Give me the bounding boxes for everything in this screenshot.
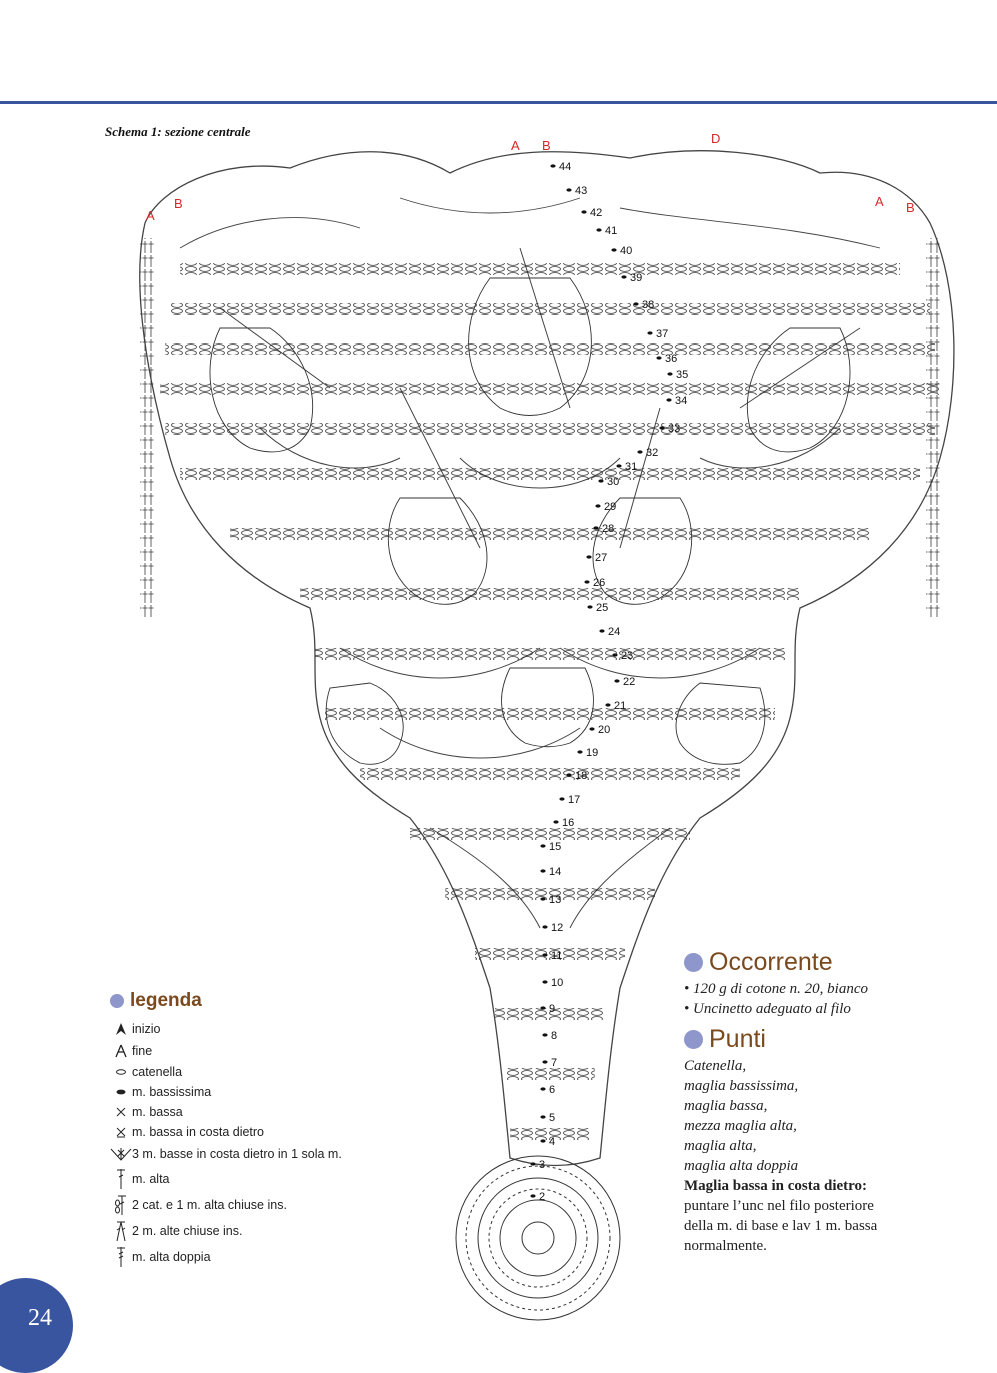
row-number-label: 8 <box>551 1030 558 1042</box>
slip-stitch-marker <box>540 1115 545 1118</box>
row-number-label: 35 <box>676 369 689 381</box>
slip-stitch-marker <box>542 953 547 956</box>
row-number-label: 19 <box>586 747 599 759</box>
slip-stitch-marker <box>559 797 564 800</box>
slip-stitch-marker <box>540 844 545 847</box>
row-numbers <box>530 161 688 1203</box>
punti-heading: Punti <box>684 1025 984 1054</box>
legend-item-m-bassa-costa-dietro: m. bassa in costa dietro <box>110 1122 440 1142</box>
label-b-center <box>542 138 551 153</box>
row-number-label: 39 <box>630 272 643 284</box>
slip-stitch-marker <box>540 1006 545 1009</box>
chain-stitch-icon <box>110 1068 132 1076</box>
slip-stitch-marker <box>550 164 555 167</box>
slip-stitch-marker <box>566 773 571 776</box>
slip-stitch-marker <box>542 1060 547 1063</box>
row-number-label: 27 <box>595 552 608 564</box>
row-number-label: 23 <box>621 650 634 662</box>
row-number-label: 40 <box>620 245 633 257</box>
label-a-left <box>146 208 155 223</box>
row-number-label: 36 <box>665 353 678 365</box>
slip-stitch-marker <box>542 925 547 928</box>
center-rosette <box>456 1156 620 1320</box>
slip-stitch-marker <box>540 1087 545 1090</box>
row-number-label: 12 <box>551 922 564 934</box>
slip-stitch-marker <box>586 555 591 558</box>
label-b-right <box>906 200 915 215</box>
row-number-label: 15 <box>549 841 562 853</box>
slip-stitch-marker <box>553 820 558 823</box>
row-number-label: 25 <box>596 602 609 614</box>
slip-stitch-marker <box>530 1194 535 1197</box>
slip-stitch-marker <box>637 450 642 453</box>
slip-stitch-marker <box>633 302 638 305</box>
row-number-label: 11 <box>551 950 563 962</box>
row-number-label: 4 <box>549 1136 556 1148</box>
slip-stitch-marker <box>659 426 664 429</box>
slip-stitch-marker <box>595 504 600 507</box>
row-number-label: 38 <box>642 299 655 311</box>
punti-description-line: puntare l’unc nel filo posteriore <box>684 1198 874 1214</box>
slip-stitch-marker <box>599 629 604 632</box>
svg-text:B: B <box>542 138 551 153</box>
punti-line: maglia alta doppia <box>684 1158 799 1174</box>
punti-line: maglia bassa, <box>684 1098 768 1114</box>
row-number-label: 20 <box>598 724 611 736</box>
treble-crochet-icon <box>110 1246 132 1268</box>
slip-stitch-marker <box>577 750 582 753</box>
row-number-label: 37 <box>656 328 669 340</box>
slip-stitch-icon <box>110 1088 132 1096</box>
label-d-top <box>711 131 720 146</box>
row-number-label: 3 <box>539 1159 546 1171</box>
slip-stitch-marker <box>605 703 610 706</box>
occorrente-list <box>684 979 984 1019</box>
row-number-label: 41 <box>605 225 618 237</box>
slip-stitch-marker <box>612 653 617 656</box>
punti-line: maglia bassissima, <box>684 1078 799 1094</box>
dc2tog-icon <box>110 1220 132 1242</box>
slip-stitch-marker <box>542 980 547 983</box>
row-number-label: 33 <box>668 423 681 435</box>
svg-text:A: A <box>511 138 520 153</box>
label-b-left <box>174 196 183 211</box>
punti-line: mezza maglia alta, <box>684 1118 797 1134</box>
slip-stitch-marker <box>621 275 626 278</box>
slip-stitch-marker <box>589 727 594 730</box>
occorrente-item: • 120 g di cotone n. 20, bianco <box>684 981 868 997</box>
punti-bullet-icon <box>684 1030 703 1049</box>
slip-stitch-marker <box>530 1162 535 1165</box>
row-number-label: 44 <box>559 161 572 173</box>
legend-item-m-alta-doppia: m. alta doppia <box>110 1244 440 1270</box>
legend-item-m-alta: m. alta <box>110 1166 440 1192</box>
row-number-label: 28 <box>602 523 615 535</box>
single-crochet-back-loop-icon <box>110 1126 132 1138</box>
row-number-label: 13 <box>549 894 562 906</box>
punti-text <box>684 1056 984 1256</box>
slip-stitch-marker <box>581 210 586 213</box>
ch2-dc-cluster-icon <box>110 1194 132 1216</box>
row-number-label: 24 <box>608 626 621 638</box>
row-number-label: 32 <box>646 447 659 459</box>
slip-stitch-marker <box>614 679 619 682</box>
start-marker-icon <box>110 1022 132 1036</box>
row-number-label: 43 <box>575 185 588 197</box>
row-number-label: 9 <box>549 1003 556 1015</box>
legend-bullet-icon <box>110 994 124 1008</box>
row-number-label: 29 <box>604 501 617 513</box>
slip-stitch-marker <box>596 228 601 231</box>
svg-text:A: A <box>146 208 155 223</box>
row-number-label: 6 <box>549 1084 556 1096</box>
slip-stitch-marker <box>667 372 672 375</box>
slip-stitch-marker <box>542 1033 547 1036</box>
row-number-label: 16 <box>562 817 575 829</box>
legend-item-catenella: catenella <box>110 1062 440 1082</box>
row-number-label: 7 <box>551 1057 558 1069</box>
legend <box>110 990 440 1270</box>
label-a-center <box>511 138 520 153</box>
slip-stitch-marker <box>540 1139 545 1142</box>
row-number-label: 17 <box>568 794 581 806</box>
label-a-right <box>875 194 884 209</box>
row-number-label: 2 <box>539 1191 546 1203</box>
punti-line: Catenella, <box>684 1058 747 1074</box>
slip-stitch-marker <box>666 398 671 401</box>
svg-text:D: D <box>711 131 721 146</box>
slip-stitch-marker <box>616 464 621 467</box>
occorrente-item: • Uncinetto adeguato al filo <box>684 1001 851 1017</box>
punti-description-line: della m. di base e lav 1 m. bassa <box>684 1218 878 1234</box>
svg-text:B: B <box>906 200 915 215</box>
row-number-label: 22 <box>623 676 636 688</box>
row-number-label: 18 <box>575 770 588 782</box>
materials-panel <box>684 948 984 1256</box>
slip-stitch-marker <box>587 605 592 608</box>
occorrente-bullet-icon <box>684 953 703 972</box>
legend-item-inizio: inizio <box>110 1018 440 1040</box>
slip-stitch-marker <box>611 248 616 251</box>
row-number-label: 21 <box>614 700 627 712</box>
punti-description-line: normalmente. <box>684 1238 767 1254</box>
page-number: 24 <box>28 1305 52 1331</box>
three-sc-in-one-icon <box>110 1146 132 1162</box>
row-number-label: 42 <box>590 207 603 219</box>
occorrente-heading: Occorrente <box>684 948 984 977</box>
row-number-label: 14 <box>549 866 562 878</box>
end-marker-icon <box>110 1044 132 1058</box>
row-number-label: 10 <box>551 977 564 989</box>
slip-stitch-marker <box>566 188 571 191</box>
legend-item-m-bassissima: m. bassissima <box>110 1082 440 1102</box>
slip-stitch-marker <box>656 356 661 359</box>
row-number-label: 5 <box>549 1112 556 1124</box>
row-number-label: 30 <box>607 476 620 488</box>
slip-stitch-marker <box>584 580 589 583</box>
schema-title: Schema 1: sezione centrale <box>105 124 251 139</box>
legend-item-m-bassa: m. bassa <box>110 1102 440 1122</box>
double-crochet-icon <box>110 1168 132 1190</box>
legend-item-2cat-1-alta: 2 cat. e 1 m. alta chiuse ins. <box>110 1192 440 1218</box>
slip-stitch-marker <box>540 897 545 900</box>
punti-bold-heading: Maglia bassa in costa dietro: <box>684 1178 868 1194</box>
slip-stitch-marker <box>647 331 652 334</box>
slip-stitch-marker <box>598 479 603 482</box>
legend-list <box>110 1018 440 1270</box>
row-number-label: 34 <box>675 395 688 407</box>
svg-text:B: B <box>174 196 183 211</box>
legend-item-2-alte: 2 m. alte chiuse ins. <box>110 1218 440 1244</box>
legend-title: legenda <box>110 990 440 1012</box>
header-rule <box>0 101 997 104</box>
legend-item-fine: fine <box>110 1040 440 1062</box>
slip-stitch-marker <box>540 869 545 872</box>
slip-stitch-marker <box>593 526 598 529</box>
row-number-label: 26 <box>593 577 606 589</box>
svg-text:A: A <box>875 194 884 209</box>
punti-line: maglia alta, <box>684 1138 757 1154</box>
row-number-label: 31 <box>625 461 638 473</box>
single-crochet-icon <box>110 1106 132 1118</box>
legend-item-3-basse: 3 m. basse in costa dietro in 1 sola m. <box>110 1142 440 1166</box>
